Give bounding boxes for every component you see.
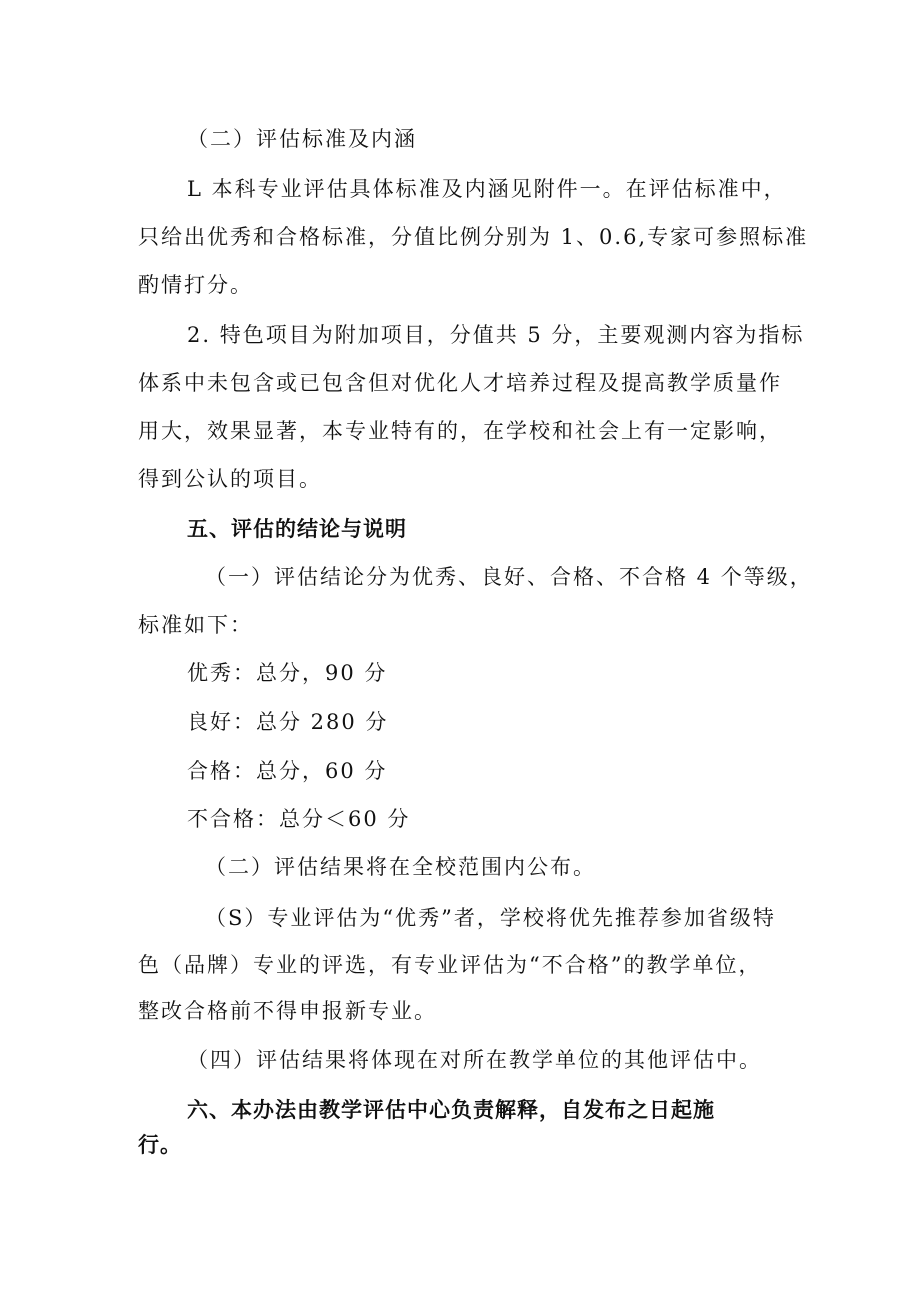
paragraph-feature-line-4: 得到公认的项目。 bbox=[138, 467, 322, 491]
section-heading-five: 五、评估的结论与说明 bbox=[187, 517, 407, 541]
paragraph-feature-line-1: 2. 特色项目为附加项目，分值共 5 分，主要观测内容为指标 bbox=[187, 323, 805, 347]
section-heading-six-line-2: 行。 bbox=[138, 1133, 182, 1157]
grade-pass: 合格：总分，60 分 bbox=[187, 759, 388, 783]
grade-excellent: 优秀：总分，90 分 bbox=[187, 661, 388, 685]
paragraph-conclusion-line-2: 标准如下： bbox=[138, 613, 253, 637]
paragraph-publish: （二）评估结果将在全校范围内公布。 bbox=[205, 855, 596, 879]
paragraph-feature-line-3: 用大，效果显著，本专业特有的，在学校和社会上有一定影响， bbox=[138, 419, 782, 443]
paragraph-standards-line-1: L 本科专业评估具体标准及内涵见附件一。在评估标准中， bbox=[187, 177, 787, 201]
section-heading-six-line-1: 六、本办法由教学评估中心负责解释，自发布之日起施 bbox=[187, 1098, 715, 1122]
paragraph-conclusion-line-1: （一）评估结论分为优秀、良好、合格、不合格 4 个等级， bbox=[205, 565, 813, 589]
paragraph-excellent-line-2: 色（品牌）专业的评选，有专业评估为“不合格”的教学单位， bbox=[138, 953, 762, 977]
paragraph-excellent-line-1: （S）专业评估为“优秀”者，学校将优先推荐参加省级特 bbox=[205, 906, 776, 930]
paragraph-results-usage: （四）评估结果将体现在对所在教学单位的其他评估中。 bbox=[187, 1048, 762, 1072]
grade-fail: 不合格：总分＜60 分 bbox=[187, 807, 411, 831]
paragraph-feature-line-2: 体系中未包含或已包含但对优化人才培养过程及提高教学质量作 bbox=[138, 371, 782, 395]
paragraph-standards-line-2: 只给出优秀和合格标准，分值比例分别为 1、0.6,专家可参照标准 bbox=[138, 225, 809, 249]
subsection-heading-standards: （二）评估标准及内涵 bbox=[187, 127, 417, 151]
paragraph-excellent-line-3: 整改合格前不得申报新专业。 bbox=[138, 999, 437, 1023]
grade-good: 良好：总分 280 分 bbox=[187, 710, 389, 734]
paragraph-standards-line-3: 酌情打分。 bbox=[138, 273, 253, 297]
